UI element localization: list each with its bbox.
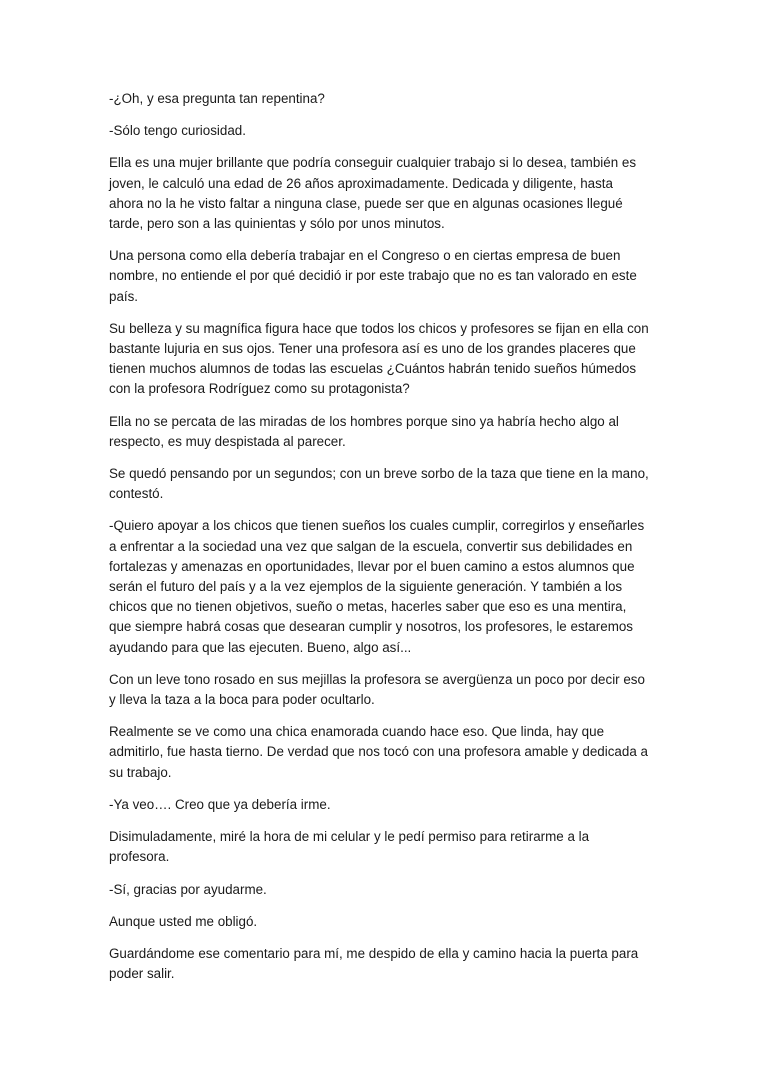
document-page	[109, 89, 649, 996]
paragraph-11: -Ya veo…. Creo que ya debería irme.	[109, 796, 331, 812]
paragraph-3: Ella es una mujer brillante que podría conseguir cualquier trabajo si lo desea, también es joven, le calculó una edad de 26 años aproximadamente. Dedicada y diligente, hasta ahora no la he visto faltar a ninguna clase, puede ser que en algunas ocasiones llegué tarde, pero son a las quinientas y sólo por unos minutos.	[109, 155, 637, 232]
paragraph-4: Una persona como ella debería trabajar en el Congreso o en ciertas empresa de buen nombre, no entiende el por qué decidió ir por este trabajo que no es tan valorado en este país.	[109, 248, 637, 304]
paragraph-5: Su belleza y su magnífica figura hace que todos los chicos y profesores se fijan en ella con bastante lujuria en sus ojos. Tener una profesora así es uno de los grandes placeres que tienen muchos alumnos de todas las escuelas ¿Cuántos habrán tenido sueños húmedos con la profesora Rodríguez como su protagonista?	[109, 320, 649, 397]
paragraph-7: Se quedó pensando por un segundos; con un breve sorbo de la taza que tiene en la mano, contestó.	[109, 466, 649, 502]
paragraph-8: -Quiero apoyar a los chicos que tienen sueños los cuales cumplir, corregirlos y enseñarles a enfrentar a la sociedad una vez que salgan de la escuela, convertir sus debilidades en fortalezas y amenazas en oportunidades, llevar por el buen camino a estos alumnos que serán el futuro del país y a la vez ejemplos de la siguiente generación. Y también a los chicos que no tienen objetivos, sueño o metas, hacerles saber que eso es una mentira, que siempre habrá cosas que desearan cumplir y nosotros, los profesores, le estaremos ayudando para que las ejecuten. Bueno, algo así...	[109, 518, 645, 655]
paragraph-13: -Sí, gracias por ayudarme.	[109, 881, 267, 897]
paragraph-14: Aunque usted me obligó.	[109, 913, 258, 929]
paragraph-12: Disimuladamente, miré la hora de mi celular y le pedí permiso para retirarme a la profesora.	[109, 829, 590, 865]
paragraph-9: Con un leve tono rosado en sus mejillas la profesora se avergüenza un poco por decir eso y lleva la taza a la boca para poder ocultarlo.	[109, 671, 645, 708]
paragraph-1: -¿Oh, y esa pregunta tan repentina?	[109, 91, 325, 106]
paragraph-10: Realmente se ve como una chica enamorada cuando hace eso. Que linda, hay que admitirlo, fue hasta tierno. De verdad que nos tocó con una profesora amable y dedicada a su trabajo.	[109, 724, 648, 780]
paragraph-6: Ella no se percata de las miradas de los hombres porque sino ya habría hecho algo al respecto, es muy despistada al parecer.	[109, 413, 619, 449]
paragraph-15: Guardándome ese comentario para mí, me despido de ella y camino hacia la puerta para poder salir.	[109, 945, 639, 982]
paragraph-2: -Sólo tengo curiosidad.	[109, 123, 246, 139]
